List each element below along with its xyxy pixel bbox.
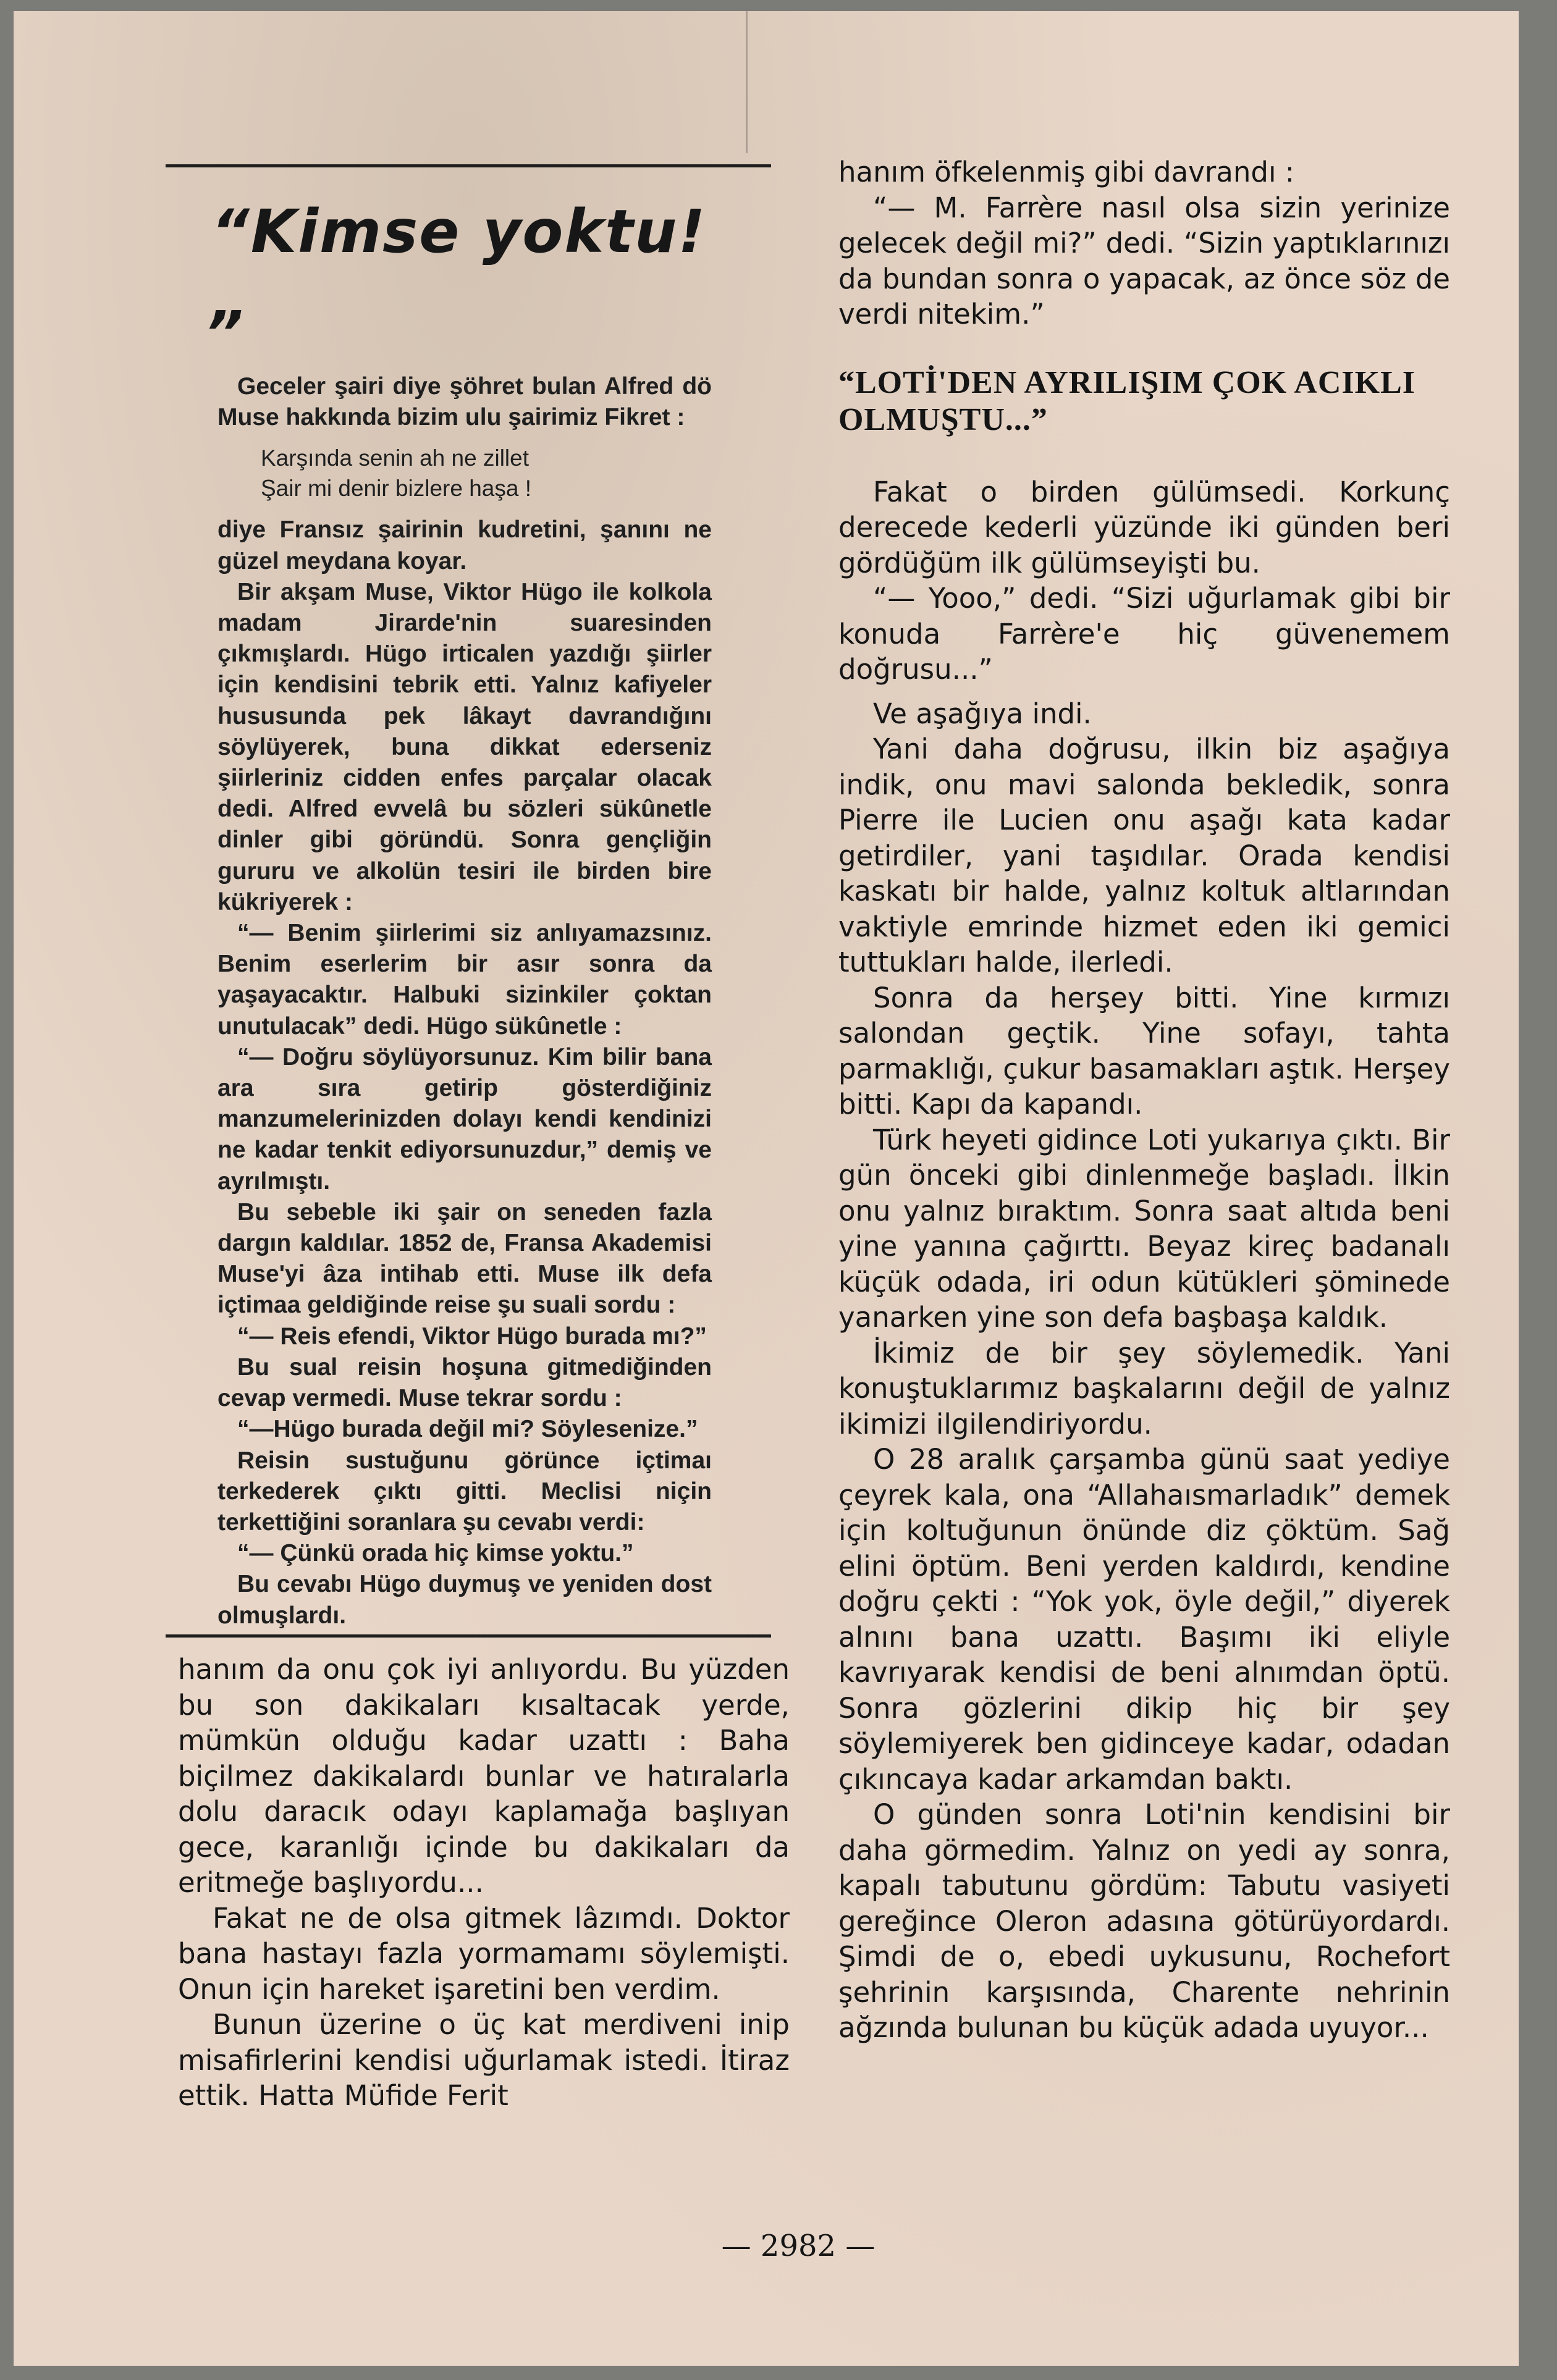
article-paragraph: Sonra da herşey bitti. Yine kırmızı salondan geçtik. Yine sofayı, tahta parmaklığı, çukur basamakları aştık. Herşey bitti. Kapı da kapandı.: [838, 981, 1450, 1121]
sidebar-paragraph: “— Reis efendi, Viktor Hügo burada mı?”: [237, 1322, 707, 1350]
sidebar-paragraph: “— Çünkü orada hiç kimse yoktu.”: [237, 1540, 634, 1567]
right-column-bottom-text: [838, 474, 1450, 2046]
right-column: [838, 154, 1450, 2046]
sidebar-paragraph: Bir akşam Muse, Viktor Hügo ile kolkola madam Jirarde'nin suaresinden çıkmışlardı. Hügo irticalen yazdığı şiirler için kendisini tebrik etti. Yalnız kafiyeler hususunda pek lâkayt davrandığını söylüyerek, buna dikkat ederseniz şiirleriniz cidden enfes parçalar olacak dedi. Alfred evvelâ bu sözleri sükûnetle dinler gibi göründü. Sonra gençliğin gururu ve alkolün tesiri ile birden bire kükriyerek :: [217, 578, 712, 915]
sidebar-paragraph: Bu sebeble iki şair on seneden fazla dargın kaldılar. 1852 de, Fransa Akademisi Muse'yi âza intihab etti. Muse ilk defa içtimaa geldiğinde reise şu suali sordu :: [217, 1198, 712, 1319]
article-paragraph: Fakat o birden gülümsedi. Korkunç derecede kederli yüzünde iki günden beri gördüğüm ilk gülümseyişti bu.: [838, 475, 1450, 579]
sidebar-paragraph: Bu cevabı Hügo duymuş ve yeniden dost olmuşlardı.: [217, 1571, 712, 1629]
article-paragraph: Bunun üzerine o üç kat merdiveni inip misafirlerini kendisi uğurlamak istedi. İtiraz ettik. Hatta Müfide Ferit: [178, 2008, 790, 2112]
section-heading: [838, 364, 1450, 439]
page-number: — 2982 —: [721, 2229, 876, 2263]
right-column-top-text: [838, 154, 1450, 332]
magazine-page: [14, 11, 1519, 2366]
sidebar-box: [166, 164, 771, 1638]
article-paragraph: O günden sonra Loti'nin kendisini bir daha görmedim. Yalnız on yedi ay sonra, kapalı tabutunu gördüm: Tabutu vasiyeti gereğince Oleron adasına götürüyordardı. Şimdi de o, ebedi uykusunu, Rochefort şehrinin karşısında, Charente nehrinin ağzında bulunan bu küçük adada uyuyor...: [838, 1798, 1450, 2044]
article-paragraph: O 28 aralık çarşamba günü saat yediye çeyrek kala, ona “Allahaısmarladık” demek için koltuğunun önünde diz çöktüm. Sağ elini öptüm. Beni yerden kaldırdı, kendine doğru çekti : “Yok yok, öyle değil,” diyerek alnını bana uzattı. Başımı iki eliyle kavrıyarak kendisi de beni alnımdan öptü. Sonra gözlerini dikip hiç bir şey söylemiyerek ben gidinceye kadar, odadan çıkıncaya kadar arkamdan baktı.: [838, 1443, 1450, 1796]
sidebar-paragraph: “—Hügo burada değil mi? Söylesenize.”: [237, 1416, 698, 1443]
sidebar-paragraph: Reisin sustuğunu görünce içtimaı terkederek çıktı gitti. Meclisi niçin terkettiğini soranlara şu cevabı verdi:: [217, 1447, 712, 1536]
sidebar-box-content: [211, 167, 712, 1631]
sidebar-paragraph: “— Benim şiirlerimi siz anlıyamazsınız. Benim eserlerim bir asır sonra da yaşayacaktır. Halbuki sizinkiler çoktan unutulacak” dedi. Hügo sükûnetle :: [217, 920, 712, 1040]
left-column-text: [178, 1652, 790, 2114]
sidebar-paragraph: diye Fransız şairinin kudretini, şanını ne güzel meydana koyar.: [217, 516, 712, 574]
article-paragraph: “— M. Farrère nasıl olsa sizin yerinize gelecek değil mi?” dedi. “Sizin yaptıklarınızı da bundan sonra o yapacak, az önce söz de verdi nitekim.”: [838, 191, 1450, 330]
article-paragraph: İkimiz de bir şey söylemedik. Yani konuştuklarımız başkalarını değil de yalnız ikimizi ilgilendiriyordu.: [838, 1336, 1450, 1440]
sidebar-paragraph: Geceler şairi diye şöhret bulan Alfred dö Muse hakkında bizim ulu şairimiz Fikret :: [217, 373, 712, 431]
page-fold-crease: [746, 11, 748, 153]
sidebar-paragraph: “— Doğru söylüyorsunuz. Kim bilir bana ara sıra getirip gösterdiğiniz manzumelerinizden dolayı kendi kendinizi ne kadar tenkit ediyorsunuzdur,” demiş ve ayrılmıştı.: [217, 1043, 712, 1195]
sidebar-paragraph: Karşında senin ah ne zillet Şair mi denir bizlere haşa !: [261, 445, 532, 502]
article-paragraph: hanım da onu çok iyi anlıyordu. Bu yüzden bu son dakikaları kısaltacak yerde, mümkün olduğu kadar uzattı : Baha biçilmez dakikalardı bunlar ve hatıralarla dolu daracık odayı kaplamağa başlıyan gece, karanlığı içinde bu dakikaları da eritmeğe başlıyordu...: [178, 1653, 790, 1899]
article-paragraph: Ve aşağıya indi.: [873, 697, 1092, 730]
sidebar-paragraph: Bu sual reisin hoşuna gitmediğinden cevap vermedi. Muse tekrar sordu :: [217, 1353, 712, 1412]
article-paragraph: Yani daha doğrusu, ilkin biz aşağıya indik, onu mavi salonda bekledik, sonra Pierre ile Lucien onu aşağı kata kadar getirdiler, yani taşıdılar. Orada kendisi kaskatı bir halde, yalnız koltuk altlarından vaktiyle emrinde hizmet eden iki gemici tuttukları halde, ilerledi.: [838, 733, 1450, 978]
section-heading-text: “LOTİ'DEN AYRILIŞIM ÇOK ACIKLI OLMUŞTU...”: [838, 364, 1416, 437]
sidebar-box-text: [217, 371, 712, 1631]
article-paragraph: “— Yooo,” dedi. “Sizi uğurlamak gibi bir konuda Farrère'e hiç güvenemem doğrusu...”: [838, 582, 1450, 686]
sidebar-box-title: “Kimse yoktu!„: [211, 197, 707, 335]
article-paragraph: Türk heyeti gidince Loti yukarıya çıktı. Bir gün önceki gibi dinlenmeğe başladı. İlkin onu yalnız bıraktım. Sonra saat altıda beni yine yanına çağırttı. Beyaz kireç badanalı küçük odada, iri odun kütükleri şöminede yanarken yine son defa başbaşa kaldık.: [838, 1123, 1450, 1334]
article-paragraph: Fakat ne de olsa gitmek lâzımdı. Doktor bana hastayı fazla yormamamı söylemişti. Onun için hareket işaretini ben verdim.: [178, 1901, 790, 2006]
article-paragraph: hanım öfkelenmiş gibi davrandı :: [838, 156, 1294, 188]
